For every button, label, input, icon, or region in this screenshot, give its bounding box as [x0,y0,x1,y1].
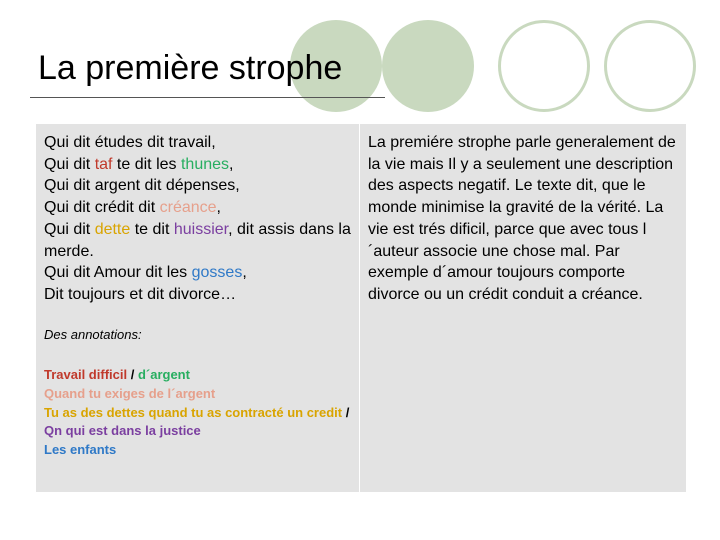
highlight-word: dette [94,220,131,238]
decorative-circle-filled [382,20,474,112]
highlight-word: gosses [191,264,243,282]
decorative-circle-outline [498,20,590,112]
poem-line: Qui dit Amour dit les gosses, [44,264,247,282]
slide-title: La première strophe [38,49,343,87]
highlight-word: taf [94,155,113,173]
title-underline [30,97,385,98]
annotations-list [44,366,359,459]
annotation-item: Travail difficil / d´argent [44,366,190,382]
poem-line: Qui dit dette te dit huissier, dit assis dans la merde. [44,220,351,260]
poem-line: Dit toujours et dit divorce… [44,285,237,303]
annotation-item: Quand tu exiges de l´argent [44,385,216,401]
poem-column [36,124,360,492]
highlight-word: huissier [173,220,229,238]
description-column [360,124,686,492]
annotations-heading: Des annotations: [44,326,142,342]
decorative-circle-outline [604,20,696,112]
highlight-word: thunes [180,155,230,173]
poem-line: Qui dit études dit travail, [44,134,216,151]
annotation-item: Tu as des dettes quand tu as contracté un credit / Qn qui est dans la justice [44,404,350,438]
content-table [36,124,686,492]
poem-line: Qui dit argent dit dépenses, [44,177,240,195]
annotation-item: Les enfants [44,441,117,457]
poem-line: Qui dit crédit dit créance, [44,199,221,217]
highlight-word: créance [159,199,217,217]
poem-line: Qui dit taf te dit les thunes, [44,155,234,173]
description-text: La premiére strophe parle generalement de la vie mais Il y a seulement une description des aspects negatif. Le texte dit, que le monde minimise la gravité de la vérité. La vie est trés dificil, parce que avec tous l´auteur associe une chose mal. Par exemple d´amour toujours comporte divorce ou un crédit conduit a créance. [368,134,676,303]
